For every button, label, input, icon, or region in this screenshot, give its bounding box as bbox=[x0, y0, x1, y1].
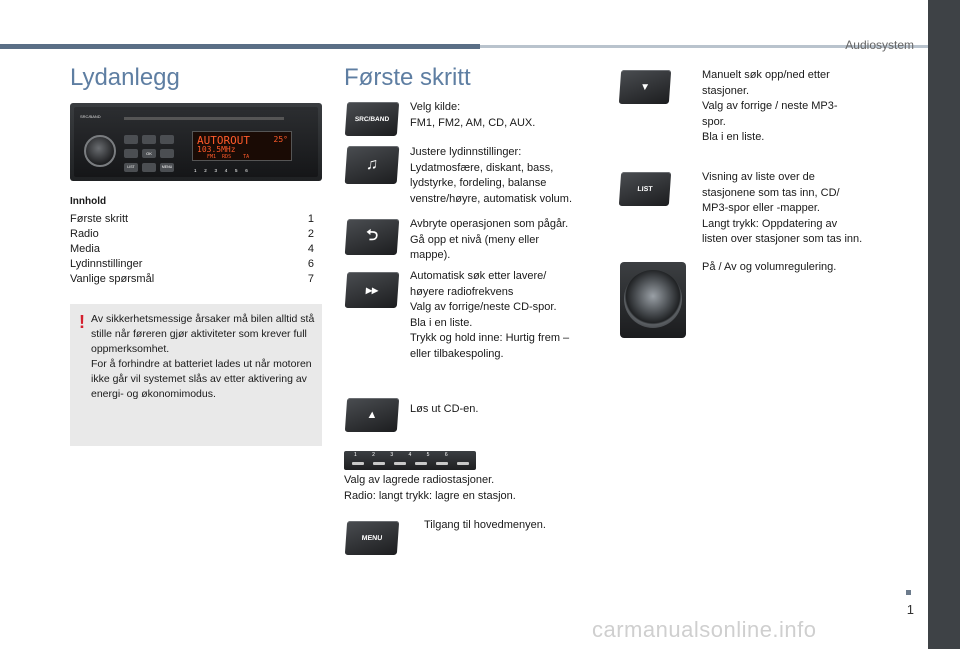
right-side-strip bbox=[928, 0, 960, 649]
preset-bar bbox=[415, 462, 427, 465]
radio-unit-image bbox=[70, 103, 322, 181]
desc-back: Avbryte operasjonen som pågår. Gå opp et nivå (meny eller mappe). bbox=[410, 218, 569, 261]
page-number: 1 bbox=[906, 602, 914, 617]
toc-row[interactable] bbox=[70, 242, 314, 257]
preset-bar bbox=[436, 462, 448, 465]
toc-page: 6 bbox=[307, 258, 314, 270]
section-title: Audiosystem bbox=[845, 38, 914, 52]
src-band-button-icon: SRC/BAND bbox=[345, 102, 399, 136]
warning-icon: ! bbox=[79, 312, 85, 332]
toc-page: 7 bbox=[307, 273, 314, 285]
toc-label: Første skritt bbox=[70, 213, 129, 225]
radio-src-label: SRC/BAND bbox=[80, 114, 101, 119]
radio-btn-prev bbox=[124, 149, 138, 158]
radio-btn-music bbox=[124, 135, 138, 144]
display-temp: 25° bbox=[273, 135, 288, 144]
toc-page: 4 bbox=[307, 243, 314, 255]
desc-menu: Tilgang til hovedmenyen. bbox=[424, 519, 546, 531]
volume-knob-ring bbox=[624, 270, 682, 328]
fast-forward-icon: ▸▸ bbox=[345, 272, 400, 308]
music-note-icon: ♫ bbox=[345, 146, 400, 184]
radio-btn-back bbox=[160, 135, 174, 144]
desc-seek: Automatisk søk etter lavere/ høyere radiofrekvens Valg av forrige/neste CD-spor. Bla i en liste. Trykk og hold inne: Hurtig frem – eller tilbakespoling. bbox=[410, 270, 570, 360]
page-title-forste-skritt: Første skritt bbox=[344, 64, 471, 91]
radio-preset-labels: 1 2 3 4 5 6 bbox=[194, 168, 249, 173]
down-arrow-icon: ▼ bbox=[619, 70, 671, 104]
desc-presets: Valg av lagrede radiostasjoner. Radio: langt trykk: lagre en stasjon. bbox=[344, 474, 516, 502]
display-flags: FM1 RDS TA bbox=[207, 154, 250, 160]
toc-label: Radio bbox=[70, 228, 99, 240]
display-main-text: AUTOROUT bbox=[197, 134, 250, 147]
desc-eject: Løs ut CD-en. bbox=[410, 403, 479, 415]
radio-btn-menu: MENU bbox=[160, 163, 174, 172]
toc-row[interactable] bbox=[70, 257, 314, 272]
eject-icon: ▲ bbox=[345, 398, 399, 432]
top-rule bbox=[0, 44, 480, 49]
volume-knob-icon bbox=[620, 262, 686, 338]
preset-buttons-strip bbox=[344, 451, 476, 470]
preset-bar bbox=[352, 462, 364, 465]
toc-page: 2 bbox=[307, 228, 314, 240]
back-arrow-icon: ⮌ bbox=[345, 219, 400, 255]
radio-btn-eject bbox=[142, 135, 156, 144]
warning-box bbox=[70, 304, 322, 446]
desc-manual-seek: Manuelt søk opp/ned etter stasjoner. Valg av forrige / neste MP3- spor. Bla i en liste. bbox=[702, 69, 838, 143]
desc-list: Visning av liste over de stasjonene som tas inn, CD/ MP3-spor eller -mapper. Langt trykk: Oppdatering av listen over stasjoner som tas inn. bbox=[702, 171, 863, 245]
preset-bar bbox=[457, 462, 469, 465]
toc-row[interactable] bbox=[70, 227, 314, 242]
radio-btn-ok: OK bbox=[142, 149, 156, 158]
toc-page: 1 bbox=[307, 213, 314, 225]
desc-src-band: Velg kilde: FM1, FM2, AM, CD, AUX. bbox=[410, 101, 536, 129]
radio-btn-next bbox=[160, 149, 174, 158]
radio-btn-list: LIST bbox=[124, 163, 138, 172]
desc-power-volume: På / Av og volumregulering. bbox=[702, 261, 837, 273]
cd-slot bbox=[124, 117, 284, 120]
toc-label: Vanlige spørsmål bbox=[70, 273, 155, 285]
toc-row[interactable] bbox=[70, 272, 314, 287]
desc-sound-settings: Justere lydinnstillinger: Lydatmosfære, diskant, bass, lydstyrke, fordeling, balanse venstre/høyre, automatisk volum. bbox=[410, 146, 573, 205]
page-dot bbox=[906, 590, 911, 595]
list-button-icon: LIST bbox=[619, 172, 671, 206]
radio-display bbox=[192, 131, 292, 161]
toc-row[interactable] bbox=[70, 212, 314, 227]
preset-bar bbox=[394, 462, 406, 465]
radio-volume-knob bbox=[84, 135, 116, 167]
preset-numbers: 1 2 3 4 5 6 bbox=[354, 452, 448, 458]
page-title-lydanlegg: Lydanlegg bbox=[70, 64, 180, 91]
menu-button-icon: MENU bbox=[345, 521, 399, 555]
warning-text: Av sikkerhetsmessige årsaker må bilen alltid stå stille når føreren gjør aktiviteter som krever full oppmerksomhet. For å forhindre at batteriet lades ut når motoren ikke går vil systemet slås av etter aktivering av energi- og økonomimodus. bbox=[91, 313, 315, 400]
contents-title: Innhold bbox=[70, 196, 107, 207]
toc-label: Media bbox=[70, 243, 100, 255]
table-of-contents bbox=[70, 212, 314, 287]
watermark: carmanualsonline.info bbox=[592, 617, 817, 642]
radio-btn-down bbox=[142, 163, 156, 172]
preset-bar bbox=[373, 462, 385, 465]
toc-label: Lydinnstillinger bbox=[70, 258, 143, 270]
display-frequency: 103.5MHz bbox=[197, 145, 236, 154]
